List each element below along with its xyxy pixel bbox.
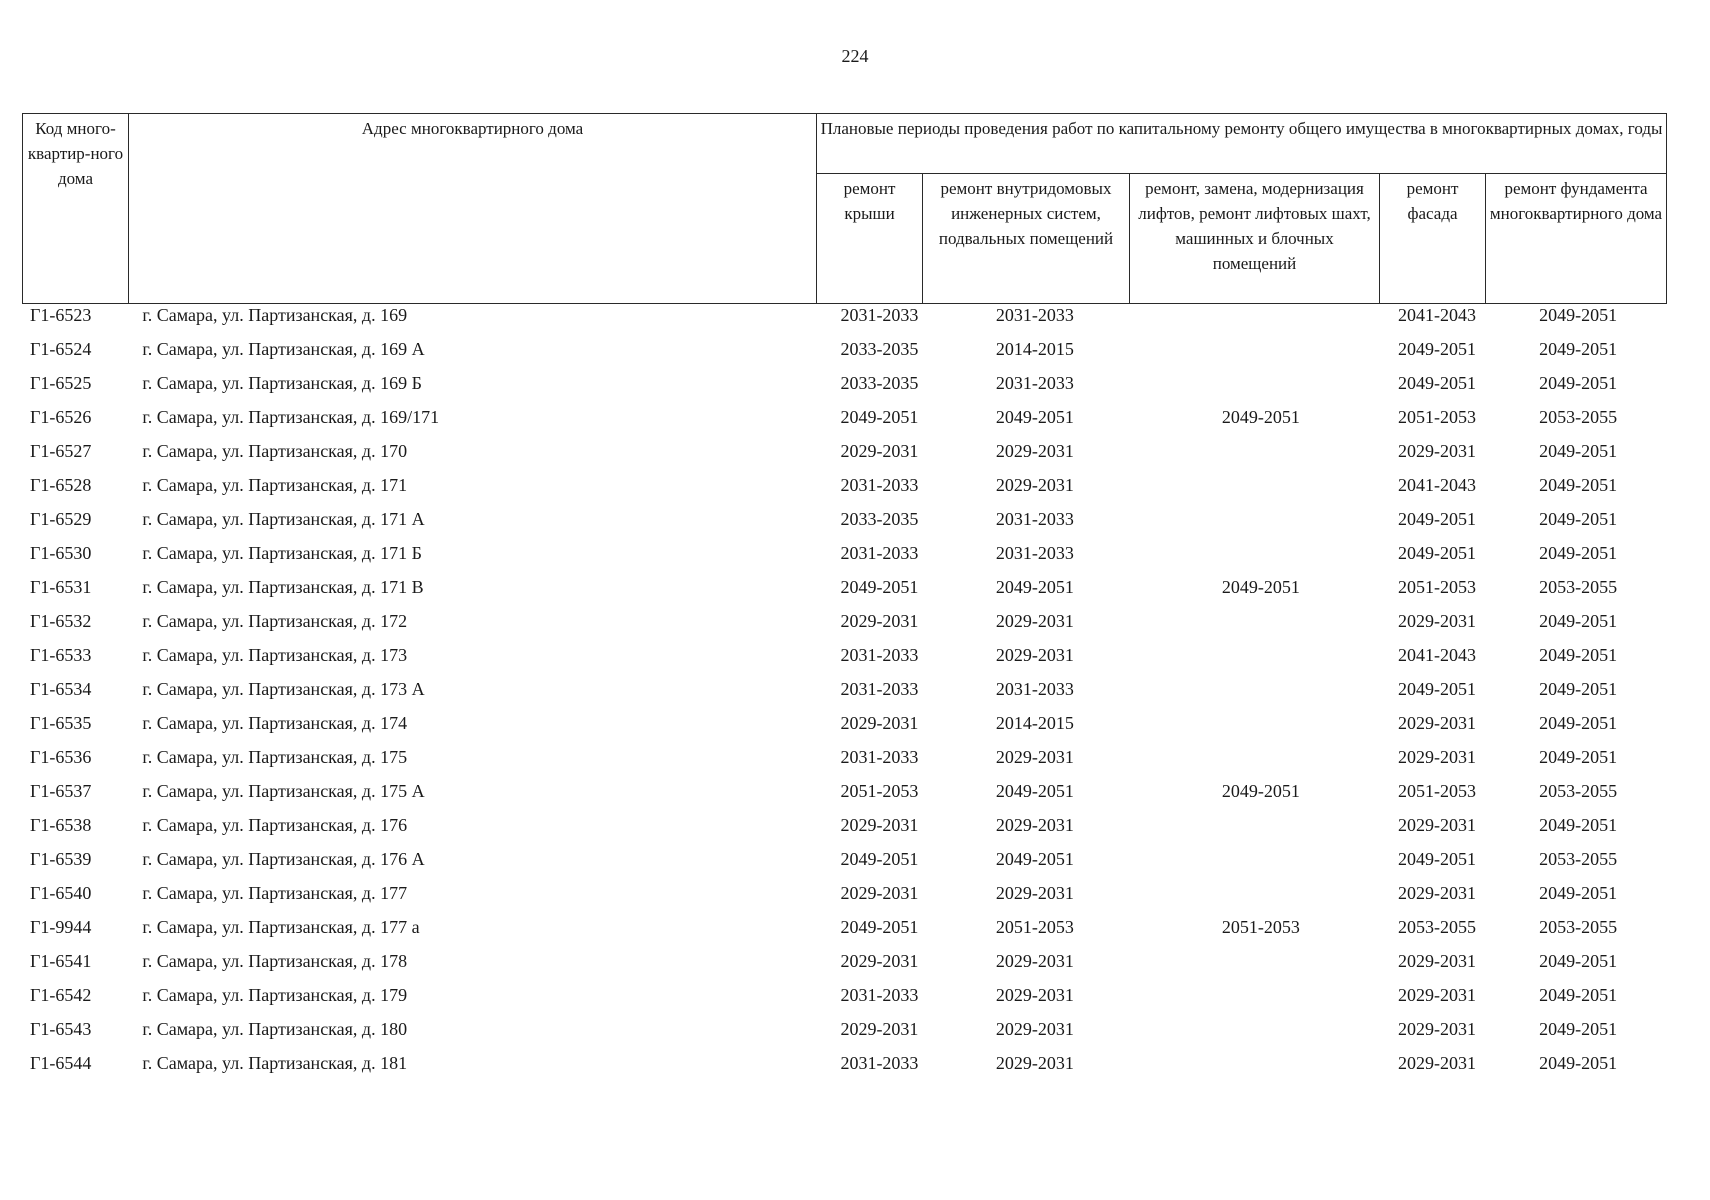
cell-engineering: 2029-2031 xyxy=(995,984,1074,1005)
cell-engineering: 2031-2033 xyxy=(995,542,1074,563)
cell-code: Г1-6523 xyxy=(30,304,92,325)
table-row xyxy=(22,604,1667,638)
table-row xyxy=(22,502,1667,536)
cell-code: Г1-6542 xyxy=(30,984,92,1005)
cell-code: Г1-6534 xyxy=(30,678,92,699)
cell-address: г. Самара, ул. Партизанская, д. 169/171 xyxy=(142,406,440,427)
cell-address: г. Самара, ул. Партизанская, д. 169 xyxy=(142,304,408,325)
cell-foundation: 2049-2051 xyxy=(1539,814,1618,835)
cell-facade: 2049-2051 xyxy=(1398,508,1476,529)
cell-foundation: 2049-2051 xyxy=(1539,440,1618,461)
cell-code: Г1-6543 xyxy=(30,1018,92,1039)
cell-code: Г1-6539 xyxy=(30,848,92,869)
cell-facade: 2029-2031 xyxy=(1398,712,1476,733)
cell-foundation: 2053-2055 xyxy=(1539,780,1618,801)
cell-roof: 2029-2031 xyxy=(840,1018,919,1039)
cell-address: г. Самара, ул. Партизанская, д. 176 xyxy=(142,814,408,835)
cell-code: Г1-6525 xyxy=(30,372,92,393)
cell-address: г. Самара, ул. Партизанская, д. 171 Б xyxy=(142,542,422,563)
cell-facade: 2029-2031 xyxy=(1398,1052,1476,1073)
cell-code: Г1-6537 xyxy=(30,780,92,801)
cell-facade: 2041-2043 xyxy=(1398,644,1476,665)
cell-foundation: 2049-2051 xyxy=(1539,304,1618,325)
cell-address: г. Самара, ул. Партизанская, д. 179 xyxy=(142,984,408,1005)
cell-lift xyxy=(1137,1012,1385,1046)
cell-foundation: 2049-2051 xyxy=(1539,678,1618,699)
cell-lift xyxy=(1137,1046,1385,1080)
cell-address: г. Самара, ул. Партизанская, д. 171 В xyxy=(142,576,424,597)
table-row xyxy=(22,740,1667,774)
cell-foundation: 2049-2051 xyxy=(1539,1052,1618,1073)
cell-lift xyxy=(1137,740,1385,774)
table-row xyxy=(22,468,1667,502)
cell-engineering: 2031-2033 xyxy=(995,304,1074,325)
table-row xyxy=(22,332,1667,366)
cell-foundation: 2053-2055 xyxy=(1539,848,1618,869)
cell-foundation: 2049-2051 xyxy=(1539,610,1618,631)
cell-facade: 2051-2053 xyxy=(1398,576,1476,597)
header-roof: ремонт крыши xyxy=(817,174,923,304)
cell-facade: 2029-2031 xyxy=(1398,610,1476,631)
cell-roof: 2031-2033 xyxy=(840,1052,919,1073)
cell-roof: 2029-2031 xyxy=(840,712,919,733)
cell-code: Г1-6524 xyxy=(30,338,92,359)
cell-facade: 2049-2051 xyxy=(1398,848,1476,869)
cell-foundation: 2049-2051 xyxy=(1539,372,1618,393)
cell-roof: 2049-2051 xyxy=(840,576,919,597)
cell-address: г. Самара, ул. Партизанская, д. 177 xyxy=(142,882,408,903)
cell-engineering: 2029-2031 xyxy=(995,1052,1074,1073)
cell-code: Г1-6527 xyxy=(30,440,92,461)
cell-lift xyxy=(1137,706,1385,740)
cell-engineering: 2029-2031 xyxy=(995,1018,1074,1039)
cell-roof: 2031-2033 xyxy=(840,746,919,767)
page-number: 224 xyxy=(841,46,869,66)
cell-roof: 2029-2031 xyxy=(840,950,919,971)
table-row xyxy=(22,638,1667,672)
cell-foundation: 2049-2051 xyxy=(1539,644,1618,665)
cell-foundation: 2053-2055 xyxy=(1539,916,1618,937)
table-row xyxy=(22,1012,1667,1046)
cell-code: Г1-6536 xyxy=(30,746,92,767)
cell-roof: 2031-2033 xyxy=(840,984,919,1005)
cell-lift xyxy=(1137,604,1385,638)
cell-facade: 2029-2031 xyxy=(1398,984,1476,1005)
cell-roof: 2029-2031 xyxy=(840,882,919,903)
cell-foundation: 2049-2051 xyxy=(1539,984,1618,1005)
table-row xyxy=(22,774,1667,808)
cell-lift xyxy=(1137,434,1385,468)
cell-foundation: 2049-2051 xyxy=(1539,746,1618,767)
cell-address: г. Самара, ул. Партизанская, д. 180 xyxy=(142,1018,408,1039)
cell-engineering: 2029-2031 xyxy=(995,474,1074,495)
cell-code: Г1-6532 xyxy=(30,610,92,631)
table-row xyxy=(22,536,1667,570)
cell-lift xyxy=(1137,808,1385,842)
table-row xyxy=(22,706,1667,740)
table-body xyxy=(22,298,1667,1080)
cell-lift xyxy=(1137,298,1385,332)
cell-lift: 2049-2051 xyxy=(1221,406,1300,427)
cell-lift xyxy=(1137,672,1385,706)
cell-roof: 2029-2031 xyxy=(840,610,919,631)
header-foundation: ремонт фундамента многоквартирного дома xyxy=(1486,174,1667,304)
cell-roof: 2049-2051 xyxy=(840,848,919,869)
cell-lift xyxy=(1137,502,1385,536)
cell-facade: 2029-2031 xyxy=(1398,440,1476,461)
cell-engineering: 2029-2031 xyxy=(995,814,1074,835)
table-row xyxy=(22,842,1667,876)
header-code: Код много-квартир-ного дома xyxy=(23,114,129,304)
cell-facade: 2029-2031 xyxy=(1398,746,1476,767)
cell-roof: 2033-2035 xyxy=(840,372,919,393)
table-row xyxy=(22,298,1667,332)
cell-engineering: 2029-2031 xyxy=(995,644,1074,665)
cell-facade: 2041-2043 xyxy=(1398,304,1476,325)
cell-roof: 2033-2035 xyxy=(840,508,919,529)
cell-engineering: 2029-2031 xyxy=(995,440,1074,461)
header-facade: ремонт фасада xyxy=(1380,174,1486,304)
cell-roof: 2029-2031 xyxy=(840,440,919,461)
cell-engineering: 2049-2051 xyxy=(995,780,1074,801)
cell-lift xyxy=(1137,366,1385,400)
cell-engineering: 2031-2033 xyxy=(995,372,1074,393)
cell-lift: 2049-2051 xyxy=(1221,780,1300,801)
cell-code: Г1-6533 xyxy=(30,644,92,665)
cell-roof: 2031-2033 xyxy=(840,474,919,495)
cell-address: г. Самара, ул. Партизанская, д. 177 а xyxy=(142,916,420,937)
cell-address: г. Самара, ул. Партизанская, д. 175 А xyxy=(142,780,425,801)
cell-facade: 2029-2031 xyxy=(1398,1018,1476,1039)
cell-lift: 2051-2053 xyxy=(1221,916,1300,937)
cell-engineering: 2031-2033 xyxy=(995,678,1074,699)
cell-foundation: 2053-2055 xyxy=(1539,576,1618,597)
cell-code: Г1-6541 xyxy=(30,950,92,971)
cell-engineering: 2014-2015 xyxy=(995,712,1074,733)
cell-facade: 2041-2043 xyxy=(1398,474,1476,495)
table-row xyxy=(22,978,1667,1012)
header-periods-group: Плановые периоды проведения работ по капитальному ремонту общего имущества в многоквартирных домах, годы xyxy=(817,114,1667,174)
cell-foundation: 2049-2051 xyxy=(1539,1018,1618,1039)
cell-foundation: 2049-2051 xyxy=(1539,712,1618,733)
cell-code: Г1-6540 xyxy=(30,882,92,903)
table-row xyxy=(22,1046,1667,1080)
cell-code: Г1-6530 xyxy=(30,542,92,563)
cell-code: Г1-6529 xyxy=(30,508,92,529)
cell-engineering: 2029-2031 xyxy=(995,882,1074,903)
cell-roof: 2051-2053 xyxy=(840,780,919,801)
cell-facade: 2049-2051 xyxy=(1398,338,1476,359)
cell-address: г. Самара, ул. Партизанская, д. 174 xyxy=(142,712,408,733)
cell-address: г. Самара, ул. Партизанская, д. 172 xyxy=(142,610,408,631)
cell-lift xyxy=(1137,332,1385,366)
table-row xyxy=(22,366,1667,400)
cell-address: г. Самара, ул. Партизанская, д. 169 А xyxy=(142,338,425,359)
cell-address: г. Самара, ул. Партизанская, д. 173 xyxy=(142,644,408,665)
cell-facade: 2029-2031 xyxy=(1398,950,1476,971)
cell-engineering: 2014-2015 xyxy=(995,338,1074,359)
table-row xyxy=(22,910,1667,944)
cell-foundation: 2049-2051 xyxy=(1539,338,1618,359)
cell-code: Г1-6538 xyxy=(30,814,92,835)
cell-lift xyxy=(1137,468,1385,502)
cell-facade: 2049-2051 xyxy=(1398,542,1476,563)
cell-lift xyxy=(1137,876,1385,910)
cell-code: Г1-6535 xyxy=(30,712,92,733)
cell-facade: 2051-2053 xyxy=(1398,406,1476,427)
cell-roof: 2033-2035 xyxy=(840,338,919,359)
table-row xyxy=(22,400,1667,434)
table-header xyxy=(22,113,1667,304)
cell-roof: 2031-2033 xyxy=(840,644,919,665)
cell-engineering: 2029-2031 xyxy=(995,950,1074,971)
cell-code: Г1-9944 xyxy=(30,916,92,937)
cell-lift xyxy=(1137,842,1385,876)
cell-code: Г1-6544 xyxy=(30,1052,92,1073)
table-row xyxy=(22,876,1667,910)
table-row xyxy=(22,808,1667,842)
cell-code: Г1-6526 xyxy=(30,406,92,427)
cell-code: Г1-6528 xyxy=(30,474,92,495)
cell-foundation: 2049-2051 xyxy=(1539,950,1618,971)
header-address: Адрес многоквартирного дома xyxy=(129,114,817,304)
header-engineering: ремонт внутридомовых инженерных систем, подвальных помещений xyxy=(923,174,1130,304)
cell-roof: 2031-2033 xyxy=(840,304,919,325)
cell-roof: 2031-2033 xyxy=(840,678,919,699)
cell-code: Г1-6531 xyxy=(30,576,92,597)
cell-roof: 2029-2031 xyxy=(840,814,919,835)
cell-engineering: 2049-2051 xyxy=(995,576,1074,597)
cell-lift xyxy=(1137,978,1385,1012)
cell-foundation: 2053-2055 xyxy=(1539,406,1618,427)
cell-engineering: 2051-2053 xyxy=(995,916,1074,937)
table-row xyxy=(22,570,1667,604)
cell-facade: 2053-2055 xyxy=(1398,916,1476,937)
cell-facade: 2049-2051 xyxy=(1398,678,1476,699)
cell-lift: 2049-2051 xyxy=(1221,576,1300,597)
cell-roof: 2049-2051 xyxy=(840,916,919,937)
cell-facade: 2051-2053 xyxy=(1398,780,1476,801)
header-lift: ремонт, замена, модернизация лифтов, ремонт лифтовых шахт, машинных и блочных помещений xyxy=(1130,174,1380,304)
cell-engineering: 2029-2031 xyxy=(995,610,1074,631)
cell-engineering: 2029-2031 xyxy=(995,746,1074,767)
cell-engineering: 2049-2051 xyxy=(995,848,1074,869)
cell-lift xyxy=(1137,944,1385,978)
cell-engineering: 2031-2033 xyxy=(995,508,1074,529)
cell-address: г. Самара, ул. Партизанская, д. 169 Б xyxy=(142,372,422,393)
cell-foundation: 2049-2051 xyxy=(1539,508,1618,529)
cell-engineering: 2049-2051 xyxy=(995,406,1074,427)
cell-address: г. Самара, ул. Партизанская, д. 171 А xyxy=(142,508,425,529)
cell-foundation: 2049-2051 xyxy=(1539,542,1618,563)
cell-facade: 2029-2031 xyxy=(1398,814,1476,835)
cell-roof: 2031-2033 xyxy=(840,542,919,563)
cell-lift xyxy=(1137,536,1385,570)
table-row xyxy=(22,944,1667,978)
table-row xyxy=(22,434,1667,468)
cell-address: г. Самара, ул. Партизанская, д. 178 xyxy=(142,950,408,971)
cell-address: г. Самара, ул. Партизанская, д. 173 А xyxy=(142,678,425,699)
cell-address: г. Самара, ул. Партизанская, д. 181 xyxy=(142,1052,408,1073)
cell-foundation: 2049-2051 xyxy=(1539,474,1618,495)
cell-address: г. Самара, ул. Партизанская, д. 171 xyxy=(142,474,408,495)
cell-address: г. Самара, ул. Партизанская, д. 175 xyxy=(142,746,408,767)
cell-lift xyxy=(1137,638,1385,672)
cell-facade: 2029-2031 xyxy=(1398,882,1476,903)
cell-roof: 2049-2051 xyxy=(840,406,919,427)
table-row xyxy=(22,672,1667,706)
cell-address: г. Самара, ул. Партизанская, д. 170 xyxy=(142,440,408,461)
cell-facade: 2049-2051 xyxy=(1398,372,1476,393)
cell-address: г. Самара, ул. Партизанская, д. 176 А xyxy=(142,848,425,869)
cell-foundation: 2049-2051 xyxy=(1539,882,1618,903)
